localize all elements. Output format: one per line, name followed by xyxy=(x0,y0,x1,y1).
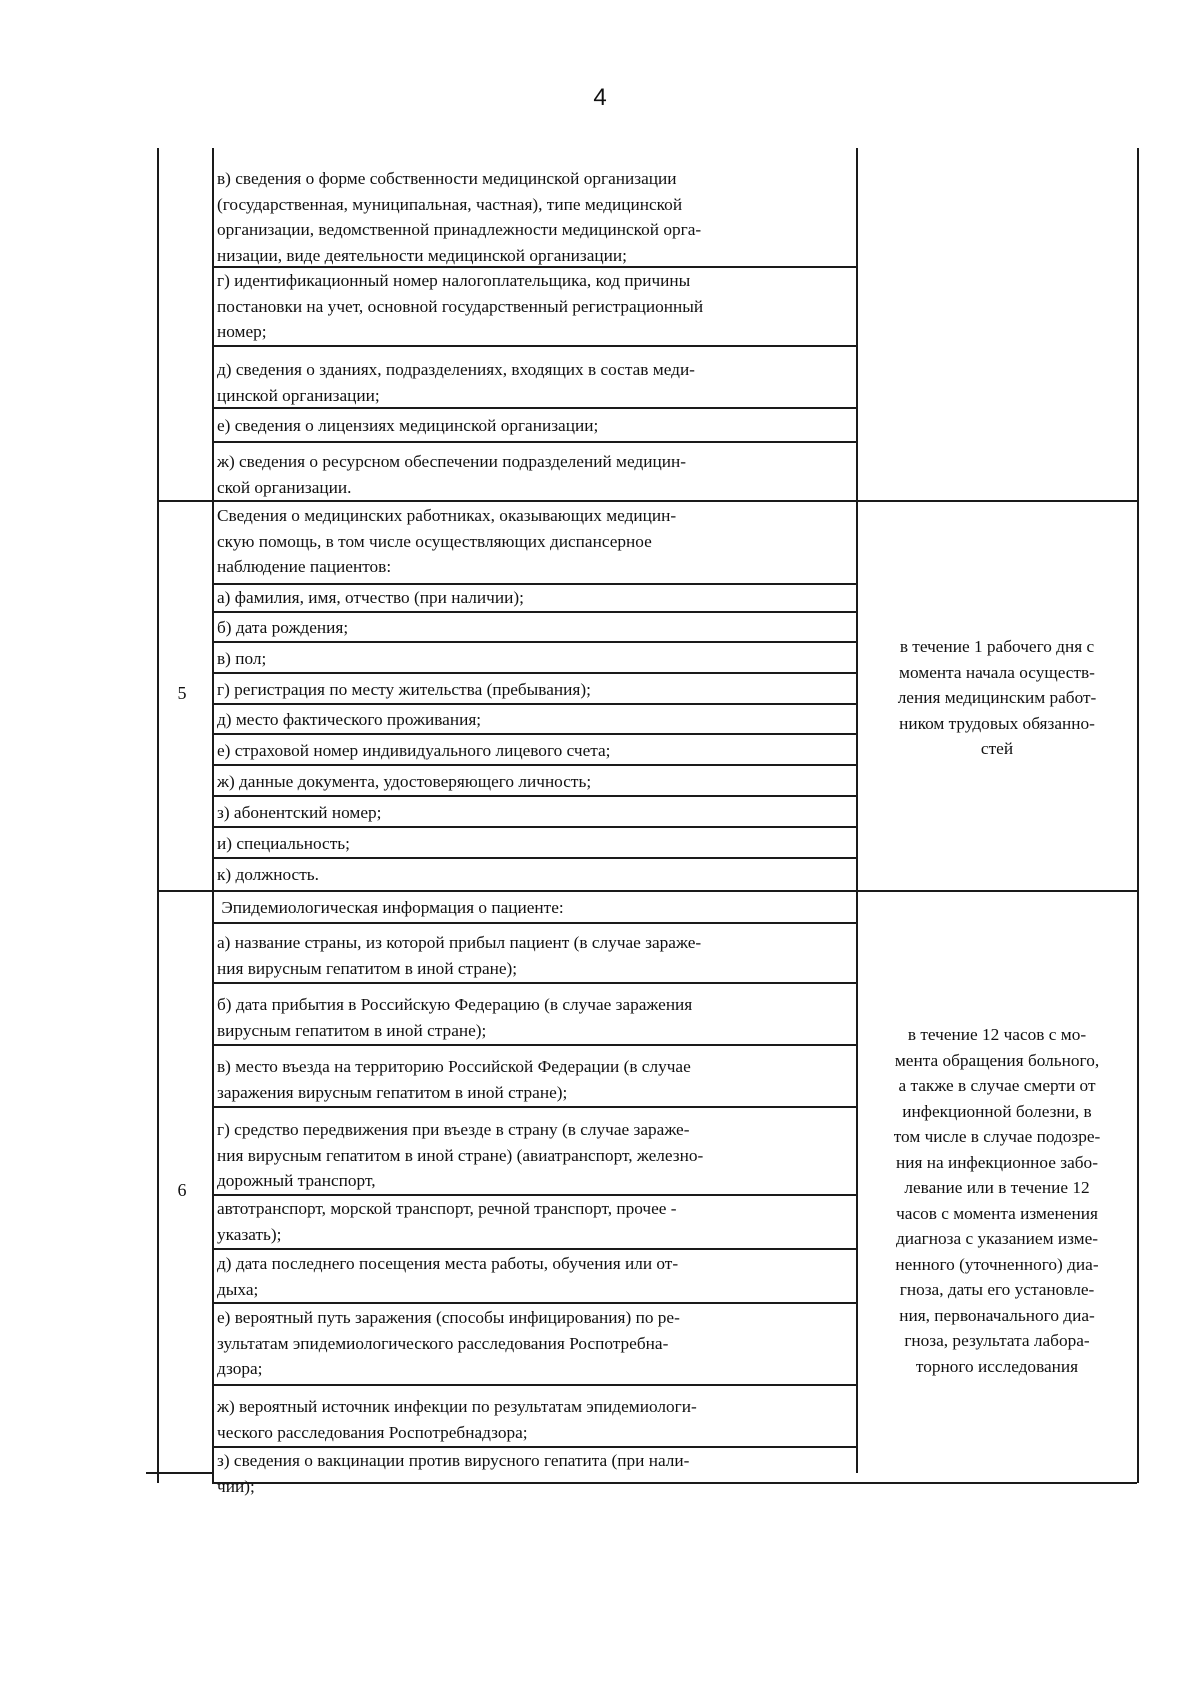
row-text: и) специальность; xyxy=(217,834,350,853)
table-row xyxy=(215,413,855,439)
table-row xyxy=(215,268,855,344)
row-text: г) регистрация по месту жительства (пребывания); xyxy=(217,680,591,699)
row-text: в) сведения о форме собственности медицинской организации (государственная, муниципальная, частная), типе медицинской организации, ведомственной принадлежности медицинской орга- низации, виде деятельности медицинской организации; xyxy=(217,169,702,265)
row-text: ж) сведения о ресурсном обеспечении подразделений медицин- ской организации. xyxy=(217,452,686,497)
table-row xyxy=(215,738,855,764)
table-row xyxy=(215,677,855,703)
row-text: з) сведения о вакцинации против вирусного гепатита (при нали- чии); xyxy=(217,1451,690,1496)
row-text: Сведения о медицинских работниках, оказывающих медицин- скую помощь, в том числе осуществляющих диспансерное наблюдение пациентов: xyxy=(217,506,677,576)
row-text: в) место въезда на территорию Российской Федерации (в случае заражения вирусным гепатитом в иной стране); xyxy=(217,1057,691,1102)
row-text: ж) вероятный источник инфекции по результатам эпидемиологи- ческого расследования Роспотребнадзора; xyxy=(217,1397,697,1442)
table-row xyxy=(215,1054,855,1106)
row-text: б) дата прибытия в Российскую Федерацию (в случае заражения вирусным гепатитом в иной стране); xyxy=(217,995,693,1040)
table-row xyxy=(215,992,855,1044)
section-number: 5 xyxy=(177,683,187,703)
table-row xyxy=(215,707,855,733)
table-row xyxy=(215,831,855,857)
table-row xyxy=(215,895,855,921)
table-row xyxy=(215,503,855,581)
table-row xyxy=(215,449,855,499)
table-row xyxy=(215,800,855,826)
row-text: в) пол; xyxy=(217,649,267,668)
row-text: д) дата последнего посещения места работы, обучения или от- дыха; xyxy=(217,1254,679,1299)
table-row xyxy=(215,585,855,611)
table-row xyxy=(215,930,855,982)
table-row xyxy=(215,166,855,266)
row-text: г) идентификационный номер налогоплательщика, код причины постановки на учет, основной государственный регистрационный номер; xyxy=(217,271,704,341)
row-text: Эпидемиологическая информация о пациенте: xyxy=(217,898,564,917)
row-text: е) страховой номер индивидуального лицевого счета; xyxy=(217,741,611,760)
row-text: к) должность. xyxy=(217,865,319,884)
row-text: е) сведения о лицензиях медицинской организации; xyxy=(217,416,599,435)
row-text: з) абонентский номер; xyxy=(217,803,382,822)
table-row xyxy=(215,1448,855,1500)
row-text: е) вероятный путь заражения (способы инфицирования) по ре- зультатам эпидемиологического расследования Роспотребна- дзора; xyxy=(217,1308,680,1378)
table-row xyxy=(215,1251,855,1303)
table-row xyxy=(215,862,855,888)
table-row xyxy=(215,646,855,672)
page-number: 4 xyxy=(593,84,607,111)
table-row xyxy=(215,1117,855,1195)
table-row xyxy=(215,1394,855,1446)
row-text: д) сведения о зданиях, подразделениях, входящих в состав меди- цинской организации; xyxy=(217,360,695,405)
section-number: 6 xyxy=(177,1180,187,1200)
table-row xyxy=(215,615,855,641)
table-row xyxy=(215,1305,855,1383)
table-row xyxy=(215,769,855,795)
table-row xyxy=(215,1196,855,1248)
submission-term: в течение 12 часов с мо- мента обращения больного, а также в случае смерти от инфекционной болезни, в том числе в случае подозре- ния на инфекционное забо- левание или в течение 12 часов с момента изменения диагноза с указанием изме- ненного (уточненного) диа- гноза, даты его установле- ния, первоначального диа- гноза, результата лабора- торного исследования xyxy=(893,1025,1101,1376)
row-text: б) дата рождения; xyxy=(217,618,349,637)
row-text: а) фамилия, имя, отчество (при наличии); xyxy=(217,588,524,607)
row-text: д) место фактического проживания; xyxy=(217,710,482,729)
submission-term: в течение 1 рабочего дня с момента начала осуществ- ления медицинским работ- ником трудовых обязанно- стей xyxy=(897,637,1097,758)
row-text: автотранспорт, морской транспорт, речной транспорт, прочее - указать); xyxy=(217,1199,677,1244)
row-text: а) название страны, из которой прибыл пациент (в случае зараже- ния вирусным гепатитом в иной стране); xyxy=(217,933,702,978)
row-text: ж) данные документа, удостоверяющего личность; xyxy=(217,772,592,791)
table-row xyxy=(215,357,855,407)
row-text: г) средство передвижения при въезде в страну (в случае зараже- ния вирусным гепатитом в иной стране) (авиатранспорт, железно- дорожный транспорт, xyxy=(217,1120,704,1190)
